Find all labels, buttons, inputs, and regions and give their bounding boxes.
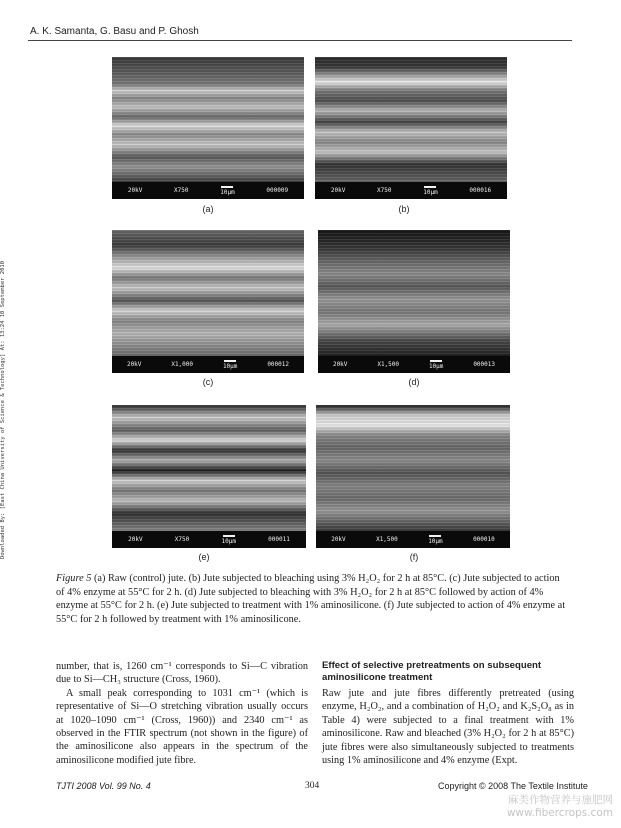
scale-bar (220, 186, 234, 196)
panel-label-b: (b) (398, 204, 410, 214)
kv-text: 20kV (128, 536, 143, 543)
micrograph-databar-b (315, 182, 507, 199)
micrograph-image-f (316, 405, 510, 531)
micrograph-image-a (112, 57, 304, 182)
watermark-line-1: 麻类作物营养与施肥网 (508, 794, 613, 806)
panel-label-e: (e) (198, 552, 210, 562)
image-id-text: 000013 (473, 361, 495, 368)
micrograph-d (318, 230, 510, 373)
kv-text: 20kV (332, 361, 348, 368)
right-column (322, 660, 574, 767)
scale-bar (429, 360, 443, 370)
micrograph-e (112, 405, 306, 548)
micrograph-databar-f (316, 531, 510, 548)
header-rule (28, 40, 572, 41)
footer-copyright: Copyright © 2008 The Textile Institute (438, 781, 588, 791)
magnification-text: X1,500 (376, 536, 398, 543)
scale-bar (423, 186, 437, 196)
watermark (507, 794, 613, 820)
left-column (56, 660, 308, 767)
section-heading: Effect of selective pretreatments on subsequent aminosilicone treatment (322, 660, 542, 683)
micrograph-b (315, 57, 507, 199)
micrograph-image-c (112, 230, 304, 356)
kv-text: 20kV (330, 187, 346, 194)
scale-bar (221, 535, 235, 545)
scale-text: 10μm (221, 537, 236, 545)
scale-bar (223, 360, 237, 370)
scale-bar (428, 535, 442, 545)
figure-label: Figure 5 (56, 573, 92, 584)
image-id-text: 000012 (267, 361, 289, 368)
download-note-text: Downloaded By: [East China University of Science & Technology] At: 13:24 10 September 2010 (0, 260, 6, 560)
body-paragraph: number, that is, 1260 cm⁻¹ corresponds to Si—C vibration due to Si—CH₃ structure (Cross, 1960). (56, 661, 308, 686)
image-id-text: 000016 (469, 187, 492, 194)
micrograph-f (316, 405, 510, 548)
kv-text: 20kV (126, 361, 142, 368)
micrograph-image-b (315, 57, 507, 182)
micrograph-databar-e (112, 531, 306, 548)
panel-label-f: (f) (409, 552, 419, 562)
magnification-text: X1,500 (377, 361, 400, 368)
image-id-text: 000011 (268, 536, 290, 543)
image-id-text: 000009 (266, 187, 289, 194)
panel-label-d: (d) (408, 377, 420, 387)
micrograph-image-e (112, 405, 306, 531)
micrograph-c (112, 230, 304, 373)
micrograph-a (112, 57, 304, 199)
scale-text: 10μm (428, 537, 443, 545)
body-paragraph: A small peak corresponding to 1031 cm⁻¹ (which is representative of Si—O stretching vibration usually occurs at 1020–1090 cm⁻¹ (Cross, 1960)) and 2340 cm⁻¹ as observed in the FTIR spectrum (not shown in the figure) of the aminosilicone also appears in the spectrum of the aminosilicone modified jute fibre. (56, 687, 308, 766)
download-note (0, 240, 8, 580)
panel-label-c: (c) (202, 377, 214, 387)
image-id-text: 000010 (473, 536, 495, 543)
footer-journal: TJTI 2008 Vol. 99 No. 4 (56, 781, 151, 791)
scale-text: 10μm (220, 188, 235, 196)
watermark-line-2: www.fibercrops.com (506, 807, 613, 819)
panel-label-a: (a) (202, 204, 214, 214)
micrograph-databar-a (112, 182, 304, 199)
magnification-text: X750 (174, 187, 189, 194)
kv-text: 20kV (127, 187, 143, 194)
kv-text: 20kV (331, 536, 346, 543)
figure-caption (56, 572, 570, 626)
micrograph-databar-c (112, 356, 304, 373)
body-paragraph: Raw jute and jute fibres differently pretreated (using enzyme, H₂O₂, and a combination of H₂O₂ and K₂S₂O₈ as in Table 4) were subjected to a final treatment with 1% aminosilicone. Raw and bleached (3% H₂O₂ for 2 h at 85°C) jute fibres were also simultaneously subjected to treatments using 1% aminosilicone and 4% enzyme (Expt. (322, 688, 574, 767)
running-header: A. K. Samanta, G. Basu and P. Ghosh (30, 26, 199, 37)
page-number: 304 (305, 781, 320, 791)
figure-caption-text: (a) Raw (control) jute. (b) Jute subjected to bleaching using 3% H₂O₂ for 2 h at 85°C. (c) Jute subjected to action of 4% enzyme at 55°C for 2 h. (d) Jute subjected to bleaching with 3% H₂O₂ for 2 h at 85°C followed by action of 4% enzyme at 55°C for 2 h. (e) Jute subjected to treatment with 1% aminosilicone. (f) Jute subjected to action of 4% enzyme at 55°C for 2 h followed by treatment with 1% aminosilicone. (56, 573, 566, 625)
micrograph-image-d (318, 230, 510, 356)
scale-text: 10μm (222, 362, 238, 370)
magnification-text: X750 (174, 536, 190, 543)
magnification-text: X750 (377, 187, 392, 194)
scale-text: 10μm (423, 188, 438, 196)
scale-text: 10μm (428, 362, 444, 370)
magnification-text: X1,000 (171, 361, 194, 368)
micrograph-databar-d (318, 356, 510, 373)
